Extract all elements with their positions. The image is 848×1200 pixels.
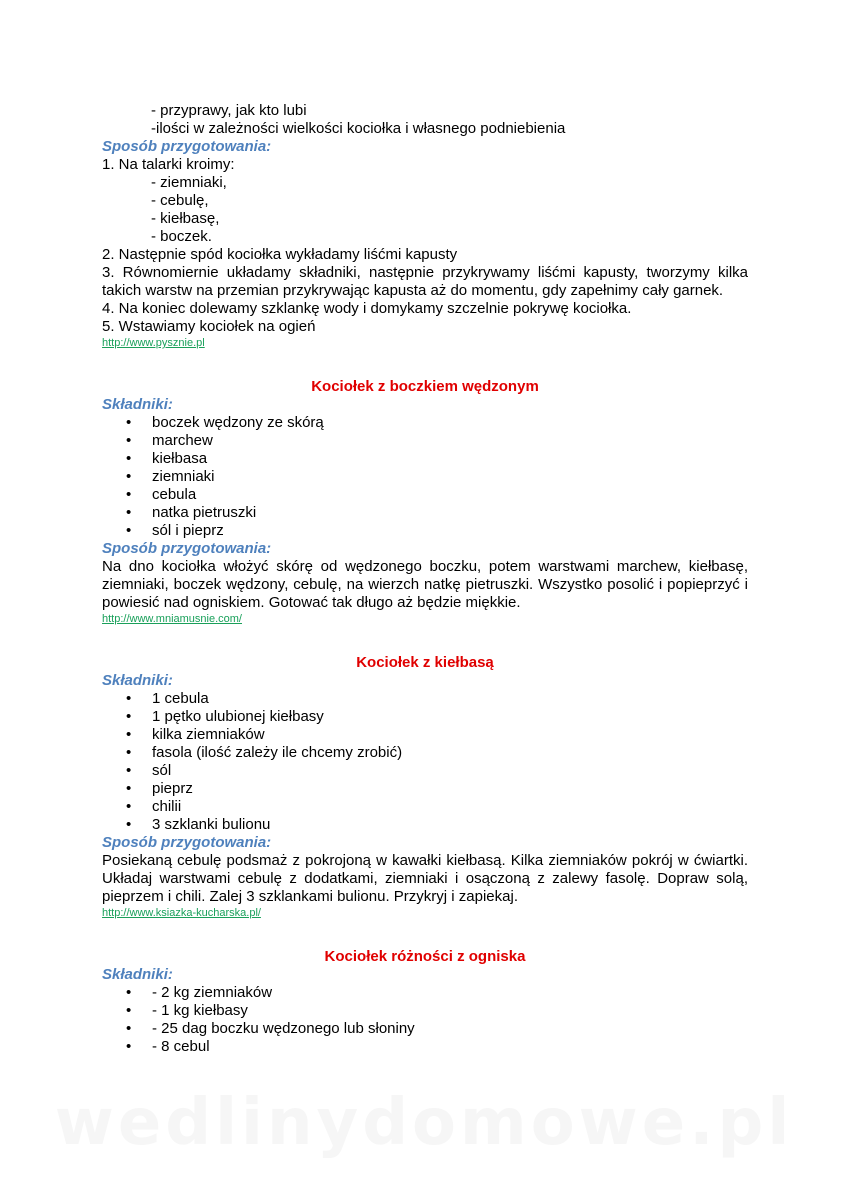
method-label: Sposób przygotowania:	[102, 540, 272, 557]
bullet-icon: •	[126, 450, 132, 467]
quantity-line: -ilości w zależności wielkości kociołka i własnego podniebienia	[151, 120, 566, 137]
ingredients-list	[102, 984, 748, 1056]
list-item: • boczek wędzony ze skórą	[126, 414, 324, 431]
spice-line: - przyprawy, jak kto lubi	[151, 102, 307, 119]
list-item: • - 2 kg ziemniaków	[126, 984, 273, 1001]
list-item: • ziemniaki	[126, 468, 215, 485]
bullet-icon: •	[126, 984, 132, 1001]
step-1-item: - ziemniaki,	[151, 174, 227, 191]
step-1-item: - boczek.	[151, 228, 212, 245]
bullet-icon: •	[126, 468, 132, 485]
watermark: wedlinydomowe.pl	[54, 1086, 794, 1160]
list-item: • cebula	[126, 486, 197, 503]
ingredients-label: Składniki:	[102, 672, 173, 689]
list-item: • kiełbasa	[126, 450, 208, 467]
step-3: 3. Równomiernie układamy składniki, następnie przykrywamy liśćmi kapusty, tworzymy kilka takich warstw na przemian przykrywając kapusta aż do momentu, gdy zapełnimy cały garnek.	[102, 264, 748, 299]
bullet-icon: •	[126, 1002, 132, 1019]
method-text: Posiekaną cebulę podsmaż z pokrojoną w kawałki kiełbasą. Kilka ziemniaków pokrój w ćwiartki. Układaj warstwami cebulę z dodatkami, ziemniaki i osączoną z zalewy fasolę. Dopraw solą, pieprzem i chili. Zalej 3 szklankami bulionu. Przykryj i zapiekaj.	[102, 852, 748, 905]
bullet-icon: •	[126, 798, 132, 815]
list-item: • sól i pieprz	[126, 522, 224, 539]
bullet-icon: •	[126, 744, 132, 761]
list-item: • marchew	[126, 432, 213, 449]
bullet-icon: •	[126, 1020, 132, 1037]
step-5: 5. Wstawiamy kociołek na ogień	[102, 318, 316, 335]
bullet-icon: •	[126, 708, 132, 725]
ingredients-list	[102, 414, 748, 540]
step-1-item: - kiełbasę,	[151, 210, 220, 227]
step-1: 1. Na talarki kroimy:	[102, 156, 235, 173]
ingredients-label: Składniki:	[102, 396, 173, 413]
list-item: • kilka ziemniaków	[126, 726, 265, 743]
recipe-title: Kociołek z kiełbasą	[356, 654, 494, 671]
source-link[interactable]: http://www.pysznie.pl	[102, 337, 205, 349]
step-2: 2. Następnie spód kociołka wykładamy liśćmi kapusty	[102, 246, 458, 263]
list-item: • - 25 dag boczku wędzonego lub słoniny	[126, 1020, 415, 1037]
ingredients-list	[102, 690, 748, 834]
bullet-icon: •	[126, 486, 132, 503]
list-item: • 1 cebula	[126, 690, 209, 707]
bullet-icon: •	[126, 726, 132, 743]
bullet-icon: •	[126, 690, 132, 707]
step-4: 4. Na koniec dolewamy szklankę wody i domykamy szczelnie pokrywę kociołka.	[102, 300, 632, 317]
recipe-title: Kociołek z boczkiem wędzonym	[311, 378, 539, 395]
method-label: Sposób przygotowania:	[102, 138, 272, 155]
bullet-icon: •	[126, 762, 132, 779]
list-item: • 1 pętko ulubionej kiełbasy	[126, 708, 324, 725]
source-link[interactable]: http://www.ksiazka-kucharska.pl/	[102, 907, 261, 919]
ingredients-label: Składniki:	[102, 966, 173, 983]
list-item: • pieprz	[126, 780, 193, 797]
list-item: • chilii	[126, 798, 182, 815]
method-label: Sposób przygotowania:	[102, 834, 272, 851]
document-page	[102, 102, 748, 1056]
list-item: • sól	[126, 762, 172, 779]
bullet-icon: •	[126, 816, 132, 833]
method-text: Na dno kociołka włożyć skórę od wędzonego boczku, potem warstwami marchew, kiełbasę, ziemniaki, boczek wędzony, cebulę, na wierzch natkę pietruszki. Wszystko posolić i popieprzyć i powiesić nad ogniskiem. Gotować tak długo aż będzie miękkie.	[102, 558, 748, 611]
bullet-icon: •	[126, 432, 132, 449]
list-item: • - 8 cebul	[126, 1038, 210, 1055]
bullet-icon: •	[126, 504, 132, 521]
bullet-icon: •	[126, 780, 132, 797]
list-item: • natka pietruszki	[126, 504, 257, 521]
bullet-icon: •	[126, 522, 132, 539]
step-1-item: - cebulę,	[151, 192, 209, 209]
list-item: • - 1 kg kiełbasy	[126, 1002, 248, 1019]
recipe-title: Kociołek różności z ogniska	[324, 948, 526, 965]
list-item: • 3 szklanki bulionu	[126, 816, 271, 833]
bullet-icon: •	[126, 414, 132, 431]
source-link[interactable]: http://www.mniamusnie.com/	[102, 613, 242, 625]
bullet-icon: •	[126, 1038, 132, 1055]
list-item: • fasola (ilość zależy ile chcemy zrobić)	[126, 744, 403, 761]
